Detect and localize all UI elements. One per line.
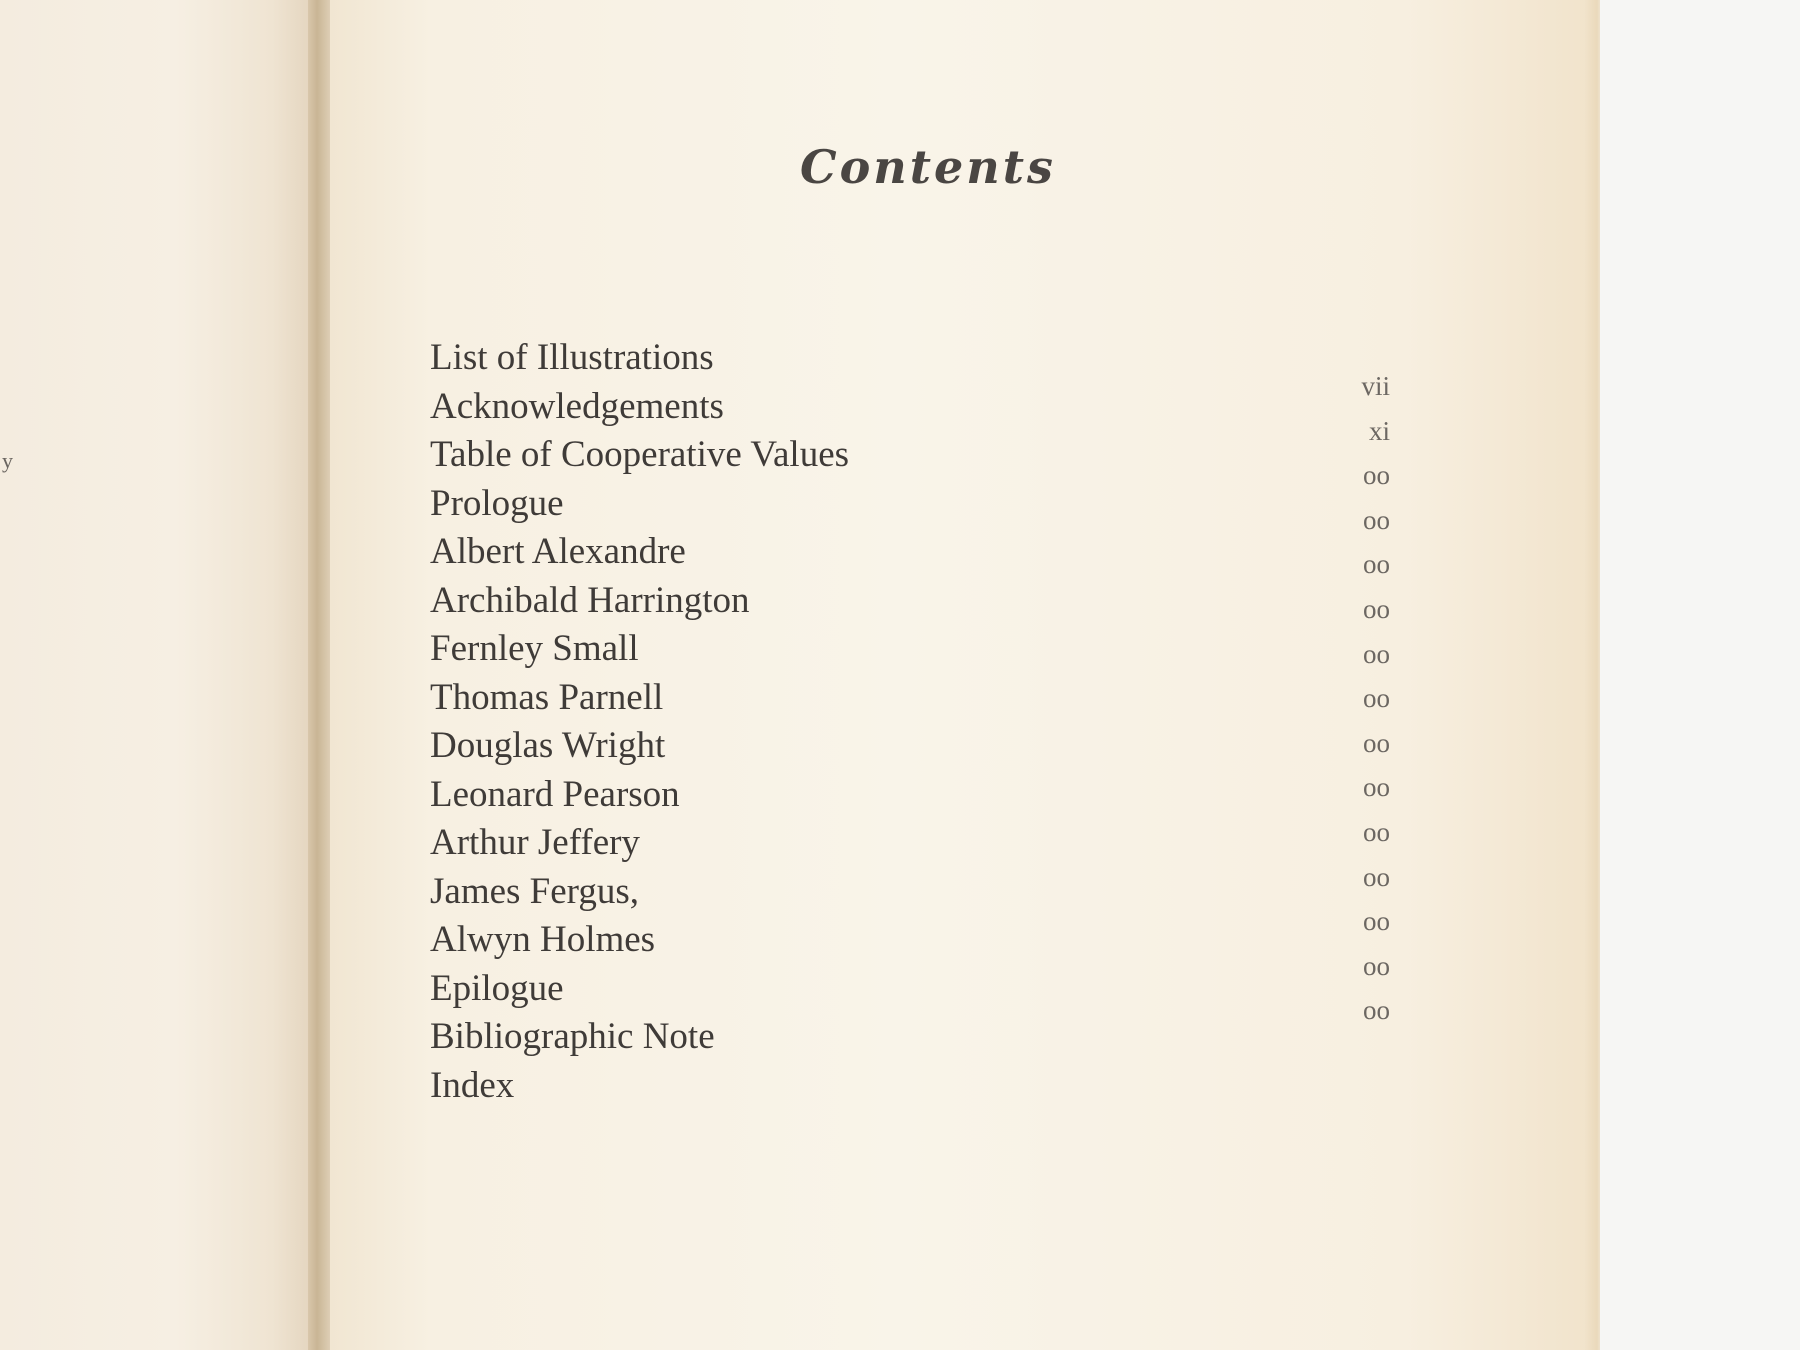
page-number: oo — [1363, 772, 1390, 803]
toc-entry: Leonard Pearson — [430, 773, 680, 815]
page-number: oo — [1363, 683, 1390, 714]
page-number: oo — [1363, 549, 1390, 580]
toc-entry: Acknowledgements — [430, 385, 724, 427]
page-number: oo — [1363, 816, 1390, 847]
left-page — [0, 0, 320, 1350]
toc-entry: Bibliographic Note — [430, 1016, 715, 1057]
toc-entry: Index — [430, 1064, 515, 1106]
page-number: oo — [1363, 861, 1390, 892]
page-number: oo — [1363, 995, 1390, 1026]
toc-entry: Arthur Jeffery — [430, 822, 640, 863]
toc-entry: Archibald Harrington — [430, 579, 750, 621]
toc-entry: Thomas Parnell — [430, 676, 664, 718]
page-number: oo — [1363, 950, 1390, 981]
page-number: oo — [1363, 727, 1390, 758]
left-page-edge-character: y — [2, 448, 13, 473]
page-number: oo — [1363, 593, 1390, 624]
toc-entry: Prologue — [430, 482, 564, 524]
toc-entry: Epilogue — [430, 967, 564, 1009]
toc-entry: Table of Cooperative Values — [430, 434, 850, 475]
toc-entry: James Fergus, — [430, 870, 639, 912]
page-number: oo — [1363, 460, 1390, 491]
backdrop — [1600, 0, 1800, 1350]
toc-entry-list — [430, 334, 1430, 1110]
page-title: Contents — [800, 140, 1056, 194]
toc-entry: Douglas Wright — [430, 725, 666, 766]
page-number: oo — [1363, 906, 1390, 937]
page-number: xi — [1368, 415, 1390, 446]
toc-entry: Fernley Small — [430, 628, 639, 669]
toc-entry: Alwyn Holmes — [430, 919, 656, 960]
toc-entry: Albert Alexandre — [430, 531, 686, 572]
toc-entry: List of Illustrations — [430, 337, 714, 378]
page-number: oo — [1363, 638, 1390, 669]
page-number-list — [1320, 364, 1390, 1033]
page-number: vii — [1361, 371, 1390, 401]
page-number: oo — [1363, 504, 1390, 535]
